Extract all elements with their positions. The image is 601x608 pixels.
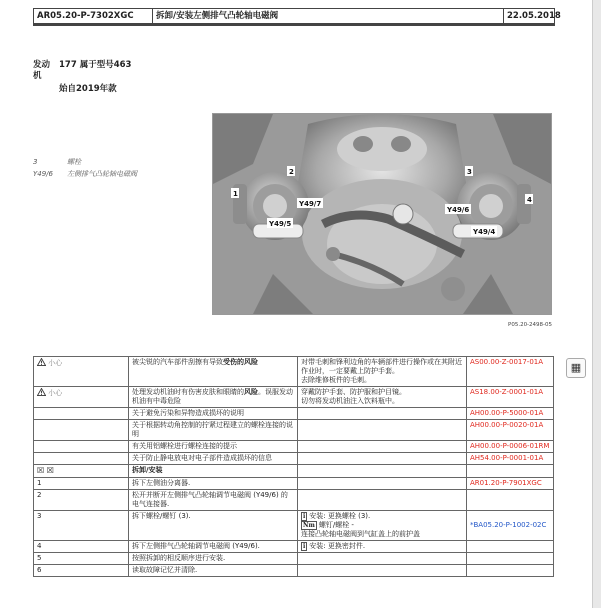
note-measure: 对带毛刺和锋利边角的车辆部件进行操作或在其附近作业时，一定要戴上防护手套。 去除维修板件的毛刺。: [298, 357, 467, 387]
note-row: 小心 处理发动机油时有伤害皮肤和眼睛的风险。误服发动机油有中毒危险 穿戴防护手套、防护服和护目镜。 切勿将发动机油注入饮料瓶中。 AS18.00-Z-0001-01A: [34, 387, 554, 408]
note-row: 小心 被尖锐的汽车部件刮擦有导致受伤的风险 对带毛刺和锋利边角的车辆部件进行操作或在其附近作业时，一定要戴上防护手套。 去除维修板件的毛刺。 AS00.00-Z-0017-01A: [34, 357, 554, 387]
model-note: 始自2019年款: [59, 84, 117, 94]
figure-label: 4: [527, 196, 532, 204]
step-measure-torque: 螺钉/螺栓 - 连接凸轮轴电磁阀到气缸盖上的前护盖: [301, 521, 420, 538]
header-divider: [33, 24, 555, 26]
model-info: [33, 60, 132, 94]
info-icon: i: [303, 543, 306, 550]
section-title: 拆卸/安装: [129, 465, 298, 478]
model-value: 177 属于型号463: [59, 60, 132, 70]
section-row: [34, 465, 554, 478]
info-row: [34, 453, 554, 465]
step-number: 3: [34, 511, 129, 541]
step-number: 2: [34, 490, 129, 511]
step-text: 拆下左侧排气凸轮轴调节电磁阀 (Y49/6).: [129, 541, 298, 553]
doc-id: AR05.20-P-7302XGC: [34, 9, 153, 23]
ref-link[interactable]: AR01.20-P-7901XGC: [467, 478, 554, 490]
step-row: [34, 478, 554, 490]
procedure-table: [33, 356, 554, 577]
ref-link[interactable]: AH00.00-P-0006-01RM: [467, 441, 554, 453]
ref-link[interactable]: AH00.00-P-0020-01A: [467, 420, 554, 441]
warning-triangle-icon: [37, 388, 46, 396]
doc-date: 22.05.2018: [507, 11, 561, 21]
figure-label: Y49/6: [447, 206, 470, 214]
ref-link[interactable]: AH00.00-P-5000-01A: [467, 408, 554, 420]
figure-label: Y49/4: [473, 228, 496, 236]
step-text: 按照拆卸的相反顺序进行安装.: [129, 553, 298, 565]
ref-link[interactable]: AH54.00-P-0001-01A: [467, 453, 554, 465]
ref-link[interactable]: AS00.00-Z-0017-01A: [467, 357, 554, 387]
figure-label: Y49/7: [299, 200, 322, 208]
figure-label: Y49/5: [269, 220, 292, 228]
model-label: 发动机: [33, 60, 51, 81]
step-row: [34, 553, 554, 565]
step-row: [34, 541, 554, 553]
warning-triangle-icon: [37, 358, 46, 366]
info-text: 关于防止静电放电对电子部件造成损坏的信息: [129, 453, 298, 465]
ref-link[interactable]: *BA05.20-P-1002-02C: [467, 511, 554, 541]
step-number: 1: [34, 478, 129, 490]
figure-legend: [33, 156, 137, 180]
step-measure: 安装: 更换螺栓 (3).: [309, 512, 371, 520]
step-measure: 安装: 更换密封件.: [309, 542, 366, 550]
info-text: 关于根据转动角控制的拧紧过程建立的螺栓连接的说明: [129, 420, 298, 441]
step-text: 拆下左侧油分离器.: [129, 478, 298, 490]
info-icon: i: [303, 513, 306, 520]
info-row: [34, 408, 554, 420]
figure-label: 3: [467, 168, 472, 176]
step-number: 6: [34, 565, 129, 577]
step-row: [34, 565, 554, 577]
step-row: [34, 511, 554, 541]
document-header: [33, 8, 561, 24]
tool-icon: ☒ ☒: [37, 466, 54, 475]
legend-item: Y49/6 左侧排气凸轮轴电磁阀: [33, 170, 137, 178]
figure-label: 1: [233, 190, 238, 198]
torque-nm-icon: Nm: [303, 522, 315, 529]
info-row: [34, 441, 554, 453]
step-row: [34, 490, 554, 511]
figure-caption: P05.20-2498-05: [508, 322, 553, 328]
info-row: [34, 420, 554, 441]
engine-photo: [212, 113, 552, 315]
step-number: 5: [34, 553, 129, 565]
note-type: 小心: [48, 359, 63, 367]
legend-item: 3 螺栓: [33, 158, 81, 166]
note-type: 小心: [48, 389, 63, 397]
note-measure: 穿戴防护手套、防护服和护目镜。 切勿将发动机油注入饮料瓶中。: [298, 387, 467, 408]
scrollbar[interactable]: [592, 0, 601, 608]
figure-label: 2: [289, 168, 294, 176]
doc-title: 拆卸/安装左侧排气凸轮轴电磁阀: [153, 9, 504, 23]
info-text: 有关用铝螺栓进行螺栓连接的提示: [129, 441, 298, 453]
fullscreen-icon[interactable]: ▦: [566, 358, 586, 378]
ref-link[interactable]: AS18.00-Z-0001-01A: [467, 387, 554, 408]
step-text: 松开并断开左侧排气凸轮轴调节电磁阀 (Y49/6) 的电气连接器.: [129, 490, 298, 511]
step-number: 4: [34, 541, 129, 553]
info-text: 关于避免污染和异物造成损坏的说明: [129, 408, 298, 420]
step-text: 读取故障记忆并清除.: [129, 565, 298, 577]
step-text: 拆下螺栓/螺钉 (3).: [129, 511, 298, 541]
